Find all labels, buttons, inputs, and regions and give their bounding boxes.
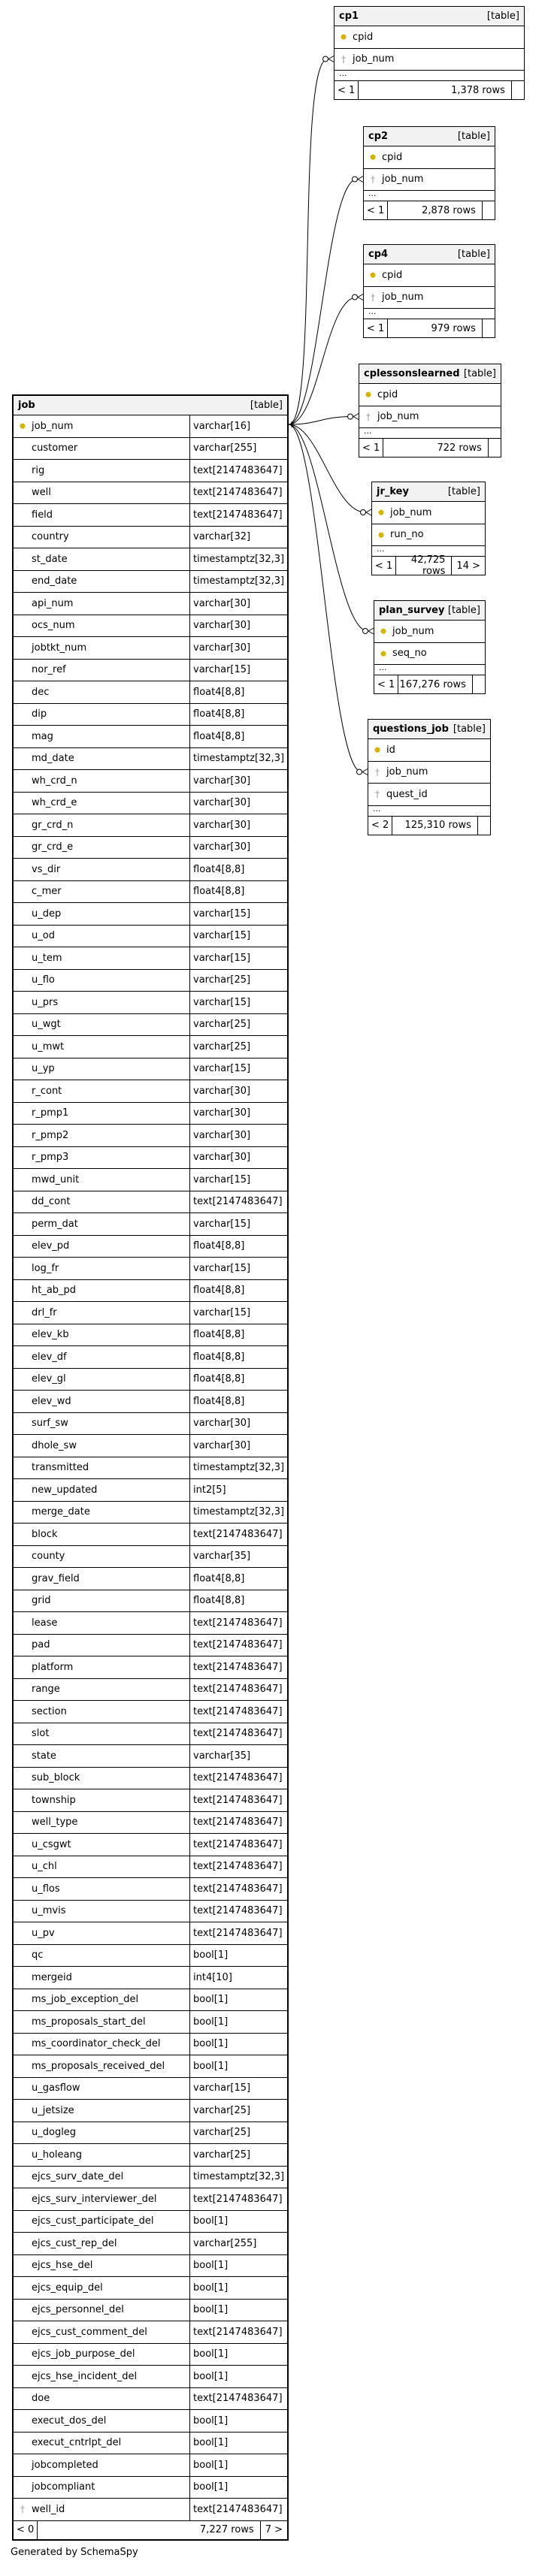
- column-name: api_num: [32, 597, 74, 609]
- column-name: log_fr: [32, 1262, 59, 1274]
- column-name: ejcs_cust_comment_del: [32, 2326, 147, 2338]
- column-type: varchar[30]: [189, 1080, 287, 1102]
- column-type: text[2147483647]: [189, 1656, 287, 1678]
- column-name: job_num: [386, 766, 428, 778]
- column-type: text[2147483647]: [189, 1635, 287, 1656]
- column-type: varchar[30]: [189, 1125, 287, 1146]
- column-type: text[2147483647]: [189, 1789, 287, 1811]
- column-name: u_yp: [32, 1063, 55, 1075]
- column-name: ms_coordinator_check_del: [32, 2038, 161, 2050]
- primary-key-icon: ⬤: [370, 272, 376, 279]
- column-name: ht_ab_pd: [32, 1285, 77, 1297]
- relations-in-count: < 1: [335, 81, 359, 99]
- column-type: bool[1]: [189, 2277, 287, 2299]
- primary-key-icon: ⬤: [374, 747, 380, 753]
- column-type: text[2147483647]: [189, 1878, 287, 1900]
- column-name: transmitted: [32, 1462, 89, 1474]
- column-type: varchar[15]: [189, 1213, 287, 1235]
- crowfoot-mark: [362, 769, 368, 772]
- column-name: u_mwt: [32, 1040, 65, 1052]
- optional-many-marker: [363, 629, 368, 634]
- column-name: nor_ref: [32, 664, 66, 676]
- column-type: bool[1]: [189, 2011, 287, 2033]
- foreign-key-icon: †: [20, 2504, 25, 2515]
- column-name: pad: [32, 1639, 50, 1651]
- column-type: varchar[25]: [189, 2122, 287, 2144]
- primary-key-icon: ⬤: [370, 154, 376, 161]
- more-columns-ellipsis: ...: [374, 665, 485, 675]
- column-type: text[2147483647]: [189, 1901, 287, 1922]
- column-type: varchar[15]: [189, 947, 287, 969]
- column-name: wh_crd_e: [32, 797, 77, 809]
- table-name: jr_key: [377, 486, 409, 497]
- column-name: end_date: [32, 575, 77, 587]
- primary-key-icon: ⬤: [378, 531, 384, 538]
- primary-key-icon: ⬤: [341, 34, 347, 41]
- column-type: text[2147483647]: [189, 2321, 287, 2343]
- column-name: r_cont: [32, 1085, 62, 1097]
- column-name: doe: [32, 2393, 50, 2405]
- column-type: float4[8,8]: [189, 859, 287, 880]
- column-name: id: [386, 744, 395, 756]
- column-type: text[2147483647]: [189, 1191, 287, 1213]
- row-count: 2,878 rows: [422, 204, 476, 216]
- column-name: country: [32, 531, 69, 543]
- column-name: run_no: [390, 529, 424, 541]
- column-type: varchar[15]: [189, 1058, 287, 1080]
- relations-in-count: < 2: [368, 817, 392, 835]
- column-type: bool[1]: [189, 2055, 287, 2077]
- column-type: timestamptz[32,3]: [189, 1502, 287, 1524]
- column-type: text[2147483647]: [189, 1701, 287, 1723]
- column-type: bool[1]: [189, 2211, 287, 2233]
- column-type: timestamptz[32,3]: [189, 548, 287, 570]
- column-type: varchar[30]: [189, 814, 287, 836]
- row-count: 979 rows: [431, 322, 476, 334]
- relations-in-count: < 1: [372, 557, 396, 575]
- row-count: 167,276 rows: [399, 678, 466, 690]
- relationship-edge: [289, 417, 353, 425]
- column-type: float4[8,8]: [189, 726, 287, 747]
- relations-in-count: < 1: [359, 439, 383, 457]
- column-type: float4[8,8]: [189, 1568, 287, 1590]
- crowfoot-mark: [368, 628, 374, 631]
- column-name: cpid: [377, 388, 398, 400]
- column-name: u_pv: [32, 1927, 55, 1939]
- column-type: text[2147483647]: [189, 1679, 287, 1701]
- column-name: u_od: [32, 930, 55, 942]
- optional-many-marker: [357, 769, 362, 775]
- column-type: varchar[25]: [189, 2144, 287, 2166]
- column-name: u_mvis: [32, 1905, 66, 1917]
- column-type: text[2147483647]: [189, 1524, 287, 1545]
- column-name: md_date: [32, 753, 74, 765]
- foreign-key-icon: †: [375, 766, 380, 778]
- crowfoot-mark: [362, 772, 368, 775]
- column-name: rig: [32, 464, 45, 476]
- column-name: ms_proposals_received_del: [32, 2060, 165, 2072]
- table-name: cplessonslearned: [364, 368, 460, 379]
- column-name: ejcs_hse_incident_del: [32, 2370, 138, 2382]
- column-name: well_id: [32, 2503, 65, 2515]
- column-type: int2[5]: [189, 1479, 287, 1501]
- column-name: gr_crd_e: [32, 841, 74, 853]
- column-name: mag: [32, 730, 53, 742]
- column-type: varchar[30]: [189, 637, 287, 659]
- column-name: wh_crd_n: [32, 775, 77, 787]
- column-type: varchar[15]: [189, 1258, 287, 1279]
- table-kind: [table]: [486, 11, 519, 22]
- column-type: varchar[15]: [189, 903, 287, 925]
- column-type: timestamptz[32,3]: [189, 571, 287, 593]
- column-name: ejcs_surv_interviewer_del: [32, 2193, 157, 2205]
- column-type: bool[1]: [189, 2454, 287, 2476]
- relations-in-count: < 0: [14, 2521, 38, 2539]
- column-name: u_dogleg: [32, 2127, 77, 2139]
- foreign-key-icon: †: [371, 291, 375, 303]
- column-name: job_num: [390, 506, 432, 518]
- column-type: varchar[25]: [189, 1014, 287, 1036]
- column-name: r_pmp2: [32, 1129, 69, 1141]
- table-kind: [table]: [447, 605, 480, 616]
- generated-by-credit: Generated by SchemaSpy: [11, 2547, 138, 2558]
- crowfoot-mark: [366, 512, 371, 515]
- column-type: text[2147483647]: [189, 504, 287, 526]
- column-type: varchar[30]: [189, 793, 287, 814]
- row-count: 722 rows: [437, 442, 482, 454]
- column-name: jobtkt_num: [32, 642, 87, 654]
- column-type: text[2147483647]: [189, 1723, 287, 1745]
- column-type: float4[8,8]: [189, 1590, 287, 1612]
- column-type: varchar[15]: [189, 1302, 287, 1324]
- column-type: varchar[35]: [189, 1546, 287, 1568]
- relations-out-count: 7 >: [260, 2521, 287, 2539]
- column-type: varchar[30]: [189, 770, 287, 792]
- column-name: execut_cntrlpt_del: [32, 2437, 122, 2449]
- column-name: dip: [32, 708, 47, 720]
- column-name: customer: [32, 442, 78, 454]
- column-type: float4[8,8]: [189, 704, 287, 726]
- column-name: merge_date: [32, 1506, 90, 1518]
- foreign-key-icon: †: [341, 53, 346, 65]
- column-type: float4[8,8]: [189, 881, 287, 903]
- foreign-key-icon: †: [366, 411, 371, 422]
- relationship-edge: [289, 59, 328, 425]
- table-kind: [table]: [457, 131, 490, 142]
- column-name: u_wgt: [32, 1019, 61, 1031]
- column-name: r_pmp1: [32, 1107, 69, 1119]
- column-name: dhole_sw: [32, 1439, 77, 1451]
- column-type: varchar[32]: [189, 527, 287, 548]
- column-type: bool[1]: [189, 1989, 287, 2011]
- more-columns-ellipsis: ...: [359, 428, 501, 439]
- column-type: bool[1]: [189, 2300, 287, 2321]
- column-type: float4[8,8]: [189, 1391, 287, 1412]
- column-name: cpid: [382, 269, 403, 281]
- relationship-edge: [289, 297, 357, 425]
- column-type: float4[8,8]: [189, 1236, 287, 1258]
- column-type: varchar[255]: [189, 2233, 287, 2254]
- relationship-edge: [289, 424, 368, 631]
- relationship-edge: [289, 424, 362, 772]
- crowfoot-mark: [358, 180, 363, 183]
- crowfoot-mark: [366, 509, 371, 512]
- column-type: varchar[30]: [189, 1103, 287, 1125]
- column-name: section: [32, 1705, 67, 1717]
- column-name: ejcs_hse_del: [32, 2260, 93, 2272]
- column-name: elev_df: [32, 1351, 67, 1363]
- column-name: u_flo: [32, 974, 55, 986]
- column-name: ejcs_surv_date_del: [32, 2171, 124, 2183]
- column-type: float4[8,8]: [189, 1324, 287, 1346]
- crowfoot-mark: [368, 631, 374, 634]
- column-name: r_pmp3: [32, 1152, 69, 1164]
- column-name: job_num: [382, 291, 424, 304]
- table-name: cp1: [339, 11, 359, 22]
- column-name: sub_block: [32, 1772, 80, 1784]
- column-type: text[2147483647]: [189, 2188, 287, 2210]
- optional-many-marker: [348, 414, 353, 419]
- column-name: jobcompleted: [32, 2459, 98, 2471]
- column-name: drl_fr: [32, 1306, 57, 1318]
- column-type: bool[1]: [189, 2410, 287, 2432]
- column-type: float4[8,8]: [189, 681, 287, 703]
- more-columns-ellipsis: ...: [372, 546, 485, 557]
- crowfoot-mark: [358, 177, 363, 180]
- column-type: bool[1]: [189, 2477, 287, 2499]
- optional-many-marker: [361, 510, 366, 515]
- primary-key-icon: ⬤: [20, 423, 26, 430]
- column-type: varchar[25]: [189, 1036, 287, 1058]
- column-name: elev_pd: [32, 1240, 70, 1252]
- relations-in-count: < 1: [364, 319, 388, 337]
- column-type: varchar[255]: [189, 438, 287, 460]
- column-name: lease: [32, 1617, 58, 1629]
- crowfoot-mark: [358, 294, 363, 297]
- column-type: text[2147483647]: [189, 1812, 287, 1834]
- column-name: u_csgwt: [32, 1838, 71, 1850]
- more-columns-ellipsis: ...: [364, 309, 495, 319]
- row-count: 7,227 rows: [199, 2524, 254, 2535]
- column-type: varchar[15]: [189, 2078, 287, 2100]
- column-name: cpid: [353, 31, 374, 43]
- column-type: text[2147483647]: [189, 1834, 287, 1856]
- column-name: field: [32, 509, 53, 521]
- table-name: questions_job: [373, 723, 449, 735]
- column-type: varchar[15]: [189, 926, 287, 947]
- column-name: jobcompliant: [32, 2481, 95, 2493]
- column-type: timestamptz[32,3]: [189, 748, 287, 770]
- column-type: bool[1]: [189, 2034, 287, 2055]
- table-name: cp4: [368, 249, 389, 260]
- column-type: varchar[30]: [189, 837, 287, 859]
- column-name: ejcs_cust_rep_del: [32, 2237, 117, 2249]
- column-name: vs_dir: [32, 863, 61, 875]
- optional-many-marker: [353, 177, 358, 182]
- column-type: text[2147483647]: [189, 482, 287, 504]
- column-type: text[2147483647]: [189, 1922, 287, 1944]
- row-count: 42,725 rows: [410, 554, 446, 577]
- column-name: seq_no: [392, 648, 427, 660]
- column-name: job_num: [32, 420, 74, 432]
- column-name: st_date: [32, 553, 68, 565]
- column-type: timestamptz[32,3]: [189, 2167, 287, 2188]
- column-name: ocs_num: [32, 620, 75, 632]
- table-kind: [table]: [453, 723, 486, 735]
- column-name: block: [32, 1528, 58, 1540]
- more-columns-ellipsis: ...: [364, 191, 495, 201]
- table-name: job: [18, 400, 35, 411]
- column-type: bool[1]: [189, 2433, 287, 2454]
- table-kind: [table]: [447, 486, 480, 497]
- column-name: c_mer: [32, 886, 62, 898]
- column-type: varchar[16]: [189, 415, 287, 437]
- column-type: bool[1]: [189, 1945, 287, 1967]
- column-name: slot: [32, 1728, 50, 1740]
- column-name: execut_dos_del: [32, 2414, 107, 2427]
- column-name: surf_sw: [32, 1418, 68, 1430]
- column-name: mwd_unit: [32, 1173, 80, 1185]
- column-type: float4[8,8]: [189, 1280, 287, 1302]
- column-type: timestamptz[32,3]: [189, 1457, 287, 1479]
- column-name: u_flos: [32, 1883, 60, 1895]
- column-type: text[2147483647]: [189, 1612, 287, 1634]
- column-type: bool[1]: [189, 2255, 287, 2277]
- table-kind: [table]: [250, 400, 283, 411]
- column-name: grav_field: [32, 1572, 80, 1584]
- column-name: job_num: [377, 411, 419, 423]
- column-name: new_updated: [32, 1484, 98, 1496]
- column-name: u_holeang: [32, 2149, 82, 2161]
- column-type: bool[1]: [189, 2344, 287, 2366]
- column-type: varchar[35]: [189, 1745, 287, 1767]
- column-name: ejcs_job_purpose_del: [32, 2348, 135, 2360]
- column-name: cpid: [382, 151, 403, 163]
- column-name: county: [32, 1551, 65, 1563]
- column-name: elev_wd: [32, 1395, 71, 1407]
- column-name: ejcs_cust_participate_del: [32, 2215, 154, 2227]
- column-type: text[2147483647]: [189, 2499, 287, 2520]
- table-name: plan_survey: [379, 605, 445, 616]
- column-type: bool[1]: [189, 2366, 287, 2387]
- column-name: u_dep: [32, 907, 62, 920]
- column-type: varchar[30]: [189, 1435, 287, 1457]
- foreign-key-icon: †: [371, 174, 375, 185]
- column-name: ms_job_exception_del: [32, 1994, 139, 2006]
- optional-many-marker: [323, 56, 328, 62]
- column-name: ejcs_equip_del: [32, 2282, 103, 2294]
- table-kind: [table]: [457, 249, 490, 260]
- column-type: text[2147483647]: [189, 2388, 287, 2410]
- column-type: varchar[15]: [189, 1169, 287, 1191]
- column-type: varchar[25]: [189, 2100, 287, 2122]
- column-name: dd_cont: [32, 1196, 71, 1208]
- column-type: text[2147483647]: [189, 1768, 287, 1789]
- row-count: 1,378 rows: [451, 84, 505, 96]
- column-name: ejcs_personnel_del: [32, 2304, 124, 2316]
- column-name: state: [32, 1750, 56, 1762]
- column-name: u_prs: [32, 996, 59, 1008]
- column-type: float4[8,8]: [189, 1346, 287, 1368]
- crowfoot-mark: [328, 56, 334, 59]
- column-type: float4[8,8]: [189, 1369, 287, 1391]
- relations-in-count: < 1: [364, 201, 388, 219]
- optional-many-marker: [353, 294, 358, 300]
- relationship-edge: [289, 424, 365, 512]
- table-kind: [table]: [463, 368, 496, 379]
- crowfoot-mark: [358, 297, 363, 300]
- foreign-key-icon: †: [375, 789, 380, 800]
- column-type: varchar[30]: [189, 1413, 287, 1435]
- column-name: qc: [32, 1949, 44, 1961]
- column-name: ms_proposals_start_del: [32, 2016, 146, 2028]
- column-name: mergeid: [32, 1971, 72, 1983]
- more-columns-ellipsis: ...: [368, 806, 490, 817]
- column-name: well_type: [32, 1816, 78, 1829]
- column-type: varchar[30]: [189, 593, 287, 615]
- table-name: cp2: [368, 131, 389, 142]
- column-name: u_jetsize: [32, 2104, 74, 2116]
- primary-key-icon: ⬤: [380, 628, 386, 635]
- column-name: u_chl: [32, 1861, 57, 1873]
- column-name: range: [32, 1684, 60, 1696]
- column-name: dec: [32, 686, 50, 698]
- more-columns-ellipsis: ...: [335, 71, 524, 81]
- relations-out-count: 14 >: [451, 557, 485, 575]
- column-type: varchar[15]: [189, 992, 287, 1013]
- column-name: job_num: [392, 625, 434, 637]
- primary-key-icon: ⬤: [378, 509, 384, 516]
- crowfoot-mark: [353, 417, 359, 420]
- column-type: varchar[15]: [189, 660, 287, 681]
- column-name: quest_id: [386, 788, 428, 800]
- crowfoot-mark: [353, 414, 359, 417]
- column-name: job_num: [382, 174, 424, 186]
- column-name: u_tem: [32, 952, 62, 964]
- column-name: perm_dat: [32, 1218, 78, 1230]
- column-type: varchar[30]: [189, 1147, 287, 1169]
- crowfoot-mark: [328, 59, 334, 62]
- column-name: elev_kb: [32, 1329, 69, 1341]
- column-type: varchar[25]: [189, 970, 287, 992]
- row-count: 125,310 rows: [404, 820, 471, 831]
- column-type: text[2147483647]: [189, 460, 287, 482]
- column-type: varchar[30]: [189, 615, 287, 637]
- column-name: well: [32, 487, 51, 499]
- column-name: platform: [32, 1661, 74, 1673]
- column-name: township: [32, 1794, 76, 1806]
- column-name: elev_gl: [32, 1373, 66, 1385]
- column-name: job_num: [353, 53, 395, 65]
- primary-key-icon: ⬤: [365, 391, 371, 398]
- column-name: grid: [32, 1595, 51, 1607]
- column-type: int4[10]: [189, 1967, 287, 1989]
- relations-in-count: < 1: [374, 675, 398, 693]
- column-name: u_gasflow: [32, 2082, 80, 2094]
- column-type: text[2147483647]: [189, 1856, 287, 1878]
- primary-key-icon: ⬤: [380, 650, 386, 657]
- column-name: gr_crd_n: [32, 819, 74, 831]
